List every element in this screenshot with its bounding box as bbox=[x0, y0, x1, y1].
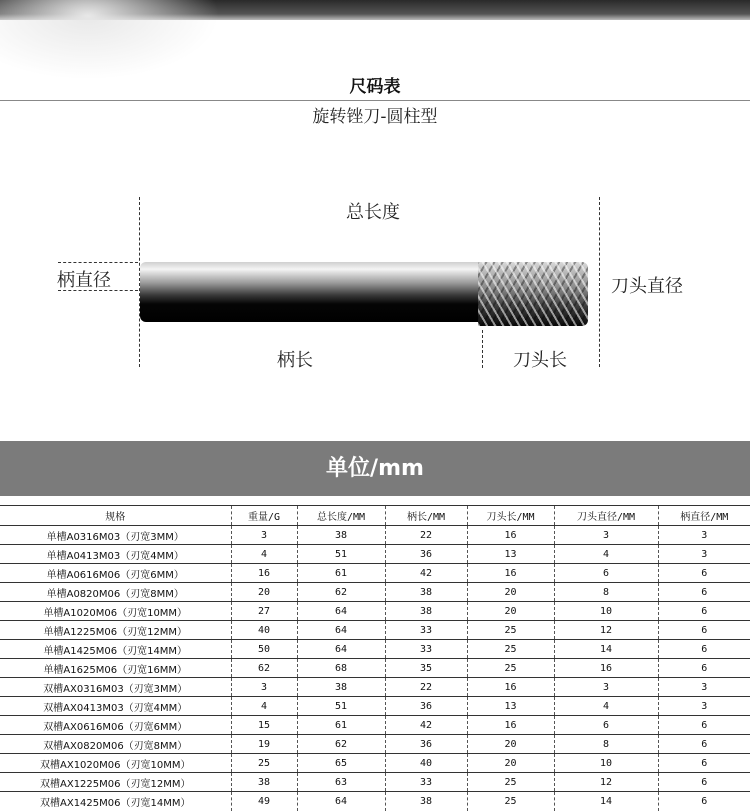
cell-head-diameter: 10 bbox=[554, 754, 658, 773]
cell-shank-diameter: 6 bbox=[658, 716, 750, 735]
cell-total-length: 68 bbox=[297, 659, 385, 678]
cell-weight: 50 bbox=[231, 640, 297, 659]
table-row bbox=[0, 716, 750, 735]
cell-total-length: 62 bbox=[297, 735, 385, 754]
cell-shank-diameter: 6 bbox=[658, 564, 750, 583]
title-divider bbox=[0, 100, 750, 101]
cell-total-length: 64 bbox=[297, 602, 385, 621]
cell-shank-length: 22 bbox=[385, 678, 467, 697]
cell-spec: 单槽A0616M06（刃宽6MM） bbox=[0, 564, 231, 583]
size-table bbox=[0, 505, 750, 811]
cell-head-length: 16 bbox=[467, 678, 554, 697]
table-row bbox=[0, 697, 750, 716]
cell-shank-length: 38 bbox=[385, 583, 467, 602]
cell-spec: 单槽A0820M06（刃宽8MM） bbox=[0, 583, 231, 602]
cell-head-diameter: 6 bbox=[554, 716, 658, 735]
cell-head-length: 16 bbox=[467, 526, 554, 545]
cell-shank-diameter: 6 bbox=[658, 792, 750, 811]
cell-weight: 16 bbox=[231, 564, 297, 583]
cell-shank-diameter: 6 bbox=[658, 735, 750, 754]
cell-weight: 4 bbox=[231, 697, 297, 716]
table-row bbox=[0, 735, 750, 754]
cell-head-length: 25 bbox=[467, 621, 554, 640]
cell-spec: 双槽AX0413M03（刃宽4MM） bbox=[0, 697, 231, 716]
cell-shank-length: 42 bbox=[385, 716, 467, 735]
cell-total-length: 64 bbox=[297, 640, 385, 659]
cell-head-diameter: 8 bbox=[554, 583, 658, 602]
cell-spec: 双槽AX1425M06（刃宽14MM） bbox=[0, 792, 231, 811]
cell-head-length: 13 bbox=[467, 697, 554, 716]
table-row bbox=[0, 640, 750, 659]
right-dim-line bbox=[599, 197, 600, 367]
cell-head-length: 16 bbox=[467, 564, 554, 583]
cell-shank-length: 36 bbox=[385, 735, 467, 754]
cell-total-length: 64 bbox=[297, 792, 385, 811]
cell-shank-length: 33 bbox=[385, 621, 467, 640]
cell-spec: 单槽A1625M06（刃宽16MM） bbox=[0, 659, 231, 678]
cell-head-diameter: 3 bbox=[554, 526, 658, 545]
cell-total-length: 51 bbox=[297, 545, 385, 564]
cell-shank-diameter: 6 bbox=[658, 602, 750, 621]
cell-head-diameter: 16 bbox=[554, 659, 658, 678]
table-row bbox=[0, 754, 750, 773]
cell-head-length: 20 bbox=[467, 602, 554, 621]
cell-head-diameter: 6 bbox=[554, 564, 658, 583]
cell-spec: 双槽AX1020M06（刃宽10MM） bbox=[0, 754, 231, 773]
cell-weight: 49 bbox=[231, 792, 297, 811]
table-row bbox=[0, 526, 750, 545]
cell-shank-diameter: 6 bbox=[658, 621, 750, 640]
cell-head-diameter: 4 bbox=[554, 697, 658, 716]
cell-shank-length: 36 bbox=[385, 545, 467, 564]
cell-spec: 单槽A0316M03（刃宽3MM） bbox=[0, 526, 231, 545]
table-row bbox=[0, 545, 750, 564]
cutter-shank-image bbox=[140, 262, 485, 322]
cell-head-length: 25 bbox=[467, 659, 554, 678]
cell-head-length: 25 bbox=[467, 640, 554, 659]
cell-shank-length: 22 bbox=[385, 526, 467, 545]
cell-head-length: 13 bbox=[467, 545, 554, 564]
cell-weight: 38 bbox=[231, 773, 297, 792]
page-subtitle: 旋转锉刀-圆柱型 bbox=[312, 107, 438, 127]
cell-weight: 40 bbox=[231, 621, 297, 640]
cell-head-length: 20 bbox=[467, 754, 554, 773]
head-length-label: 刀头长 bbox=[513, 350, 567, 371]
cell-shank-diameter: 3 bbox=[658, 526, 750, 545]
shank-diameter-label: 柄直径 bbox=[57, 270, 111, 291]
cell-head-diameter: 12 bbox=[554, 621, 658, 640]
cell-total-length: 62 bbox=[297, 583, 385, 602]
cell-total-length: 61 bbox=[297, 716, 385, 735]
cell-total-length: 51 bbox=[297, 697, 385, 716]
cell-shank-length: 36 bbox=[385, 697, 467, 716]
header-head-diameter: 刀头直径/MM bbox=[554, 506, 658, 526]
cell-shank-diameter: 6 bbox=[658, 659, 750, 678]
total-length-label: 总长度 bbox=[346, 202, 400, 223]
table-row bbox=[0, 602, 750, 621]
cell-head-diameter: 14 bbox=[554, 640, 658, 659]
cell-total-length: 65 bbox=[297, 754, 385, 773]
cell-head-length: 20 bbox=[467, 583, 554, 602]
shank-diameter-top-line bbox=[58, 262, 138, 263]
cell-shank-length: 38 bbox=[385, 602, 467, 621]
cell-head-diameter: 4 bbox=[554, 545, 658, 564]
cell-shank-diameter: 6 bbox=[658, 754, 750, 773]
cell-weight: 15 bbox=[231, 716, 297, 735]
cell-spec: 双槽AX1225M06（刃宽12MM） bbox=[0, 773, 231, 792]
cell-spec: 单槽A1020M06（刃宽10MM） bbox=[0, 602, 231, 621]
page-title: 尺码表 bbox=[349, 77, 401, 97]
cell-spec: 单槽A1225M06（刃宽12MM） bbox=[0, 621, 231, 640]
cell-shank-diameter: 3 bbox=[658, 678, 750, 697]
cell-shank-diameter: 6 bbox=[658, 640, 750, 659]
cell-total-length: 64 bbox=[297, 621, 385, 640]
shank-length-label: 柄长 bbox=[277, 350, 313, 371]
cell-shank-diameter: 3 bbox=[658, 697, 750, 716]
table-row bbox=[0, 678, 750, 697]
header-spec: 规格 bbox=[0, 506, 231, 526]
unit-banner: 单位/mm bbox=[0, 441, 750, 496]
cell-shank-length: 40 bbox=[385, 754, 467, 773]
cell-weight: 20 bbox=[231, 583, 297, 602]
table-row bbox=[0, 792, 750, 811]
cell-head-diameter: 8 bbox=[554, 735, 658, 754]
cell-head-diameter: 10 bbox=[554, 602, 658, 621]
cell-spec: 双槽AX0616M06（刃宽6MM） bbox=[0, 716, 231, 735]
cutter-head-image bbox=[478, 262, 588, 326]
head-start-dim-line bbox=[482, 330, 483, 368]
cell-shank-length: 33 bbox=[385, 773, 467, 792]
cell-shank-length: 33 bbox=[385, 640, 467, 659]
cell-head-length: 20 bbox=[467, 735, 554, 754]
cell-weight: 27 bbox=[231, 602, 297, 621]
cell-weight: 19 bbox=[231, 735, 297, 754]
cell-total-length: 63 bbox=[297, 773, 385, 792]
product-photo-banner bbox=[0, 0, 750, 20]
header-shank-length: 柄长/MM bbox=[385, 506, 467, 526]
table-row bbox=[0, 564, 750, 583]
cell-spec: 单槽A0413M03（刃宽4MM） bbox=[0, 545, 231, 564]
cell-head-length: 25 bbox=[467, 792, 554, 811]
cell-total-length: 38 bbox=[297, 526, 385, 545]
cell-spec: 单槽A1425M06（刃宽14MM） bbox=[0, 640, 231, 659]
table-row bbox=[0, 583, 750, 602]
cell-weight: 3 bbox=[231, 678, 297, 697]
cell-shank-length: 42 bbox=[385, 564, 467, 583]
cell-weight: 4 bbox=[231, 545, 297, 564]
cell-head-length: 25 bbox=[467, 773, 554, 792]
table-row bbox=[0, 773, 750, 792]
cell-weight: 62 bbox=[231, 659, 297, 678]
cell-head-length: 16 bbox=[467, 716, 554, 735]
cell-spec: 双槽AX0820M06（刃宽8MM） bbox=[0, 735, 231, 754]
cell-head-diameter: 3 bbox=[554, 678, 658, 697]
cell-shank-length: 38 bbox=[385, 792, 467, 811]
header-weight: 重量/G bbox=[231, 506, 297, 526]
table-row bbox=[0, 621, 750, 640]
cell-shank-length: 35 bbox=[385, 659, 467, 678]
header-shank-diameter: 柄直径/MM bbox=[658, 506, 750, 526]
cell-weight: 25 bbox=[231, 754, 297, 773]
cell-total-length: 38 bbox=[297, 678, 385, 697]
table-row bbox=[0, 659, 750, 678]
cell-shank-diameter: 6 bbox=[658, 773, 750, 792]
cell-shank-diameter: 6 bbox=[658, 583, 750, 602]
head-diameter-label: 刀头直径 bbox=[611, 276, 683, 297]
cell-weight: 3 bbox=[231, 526, 297, 545]
cell-spec: 双槽AX0316M03（刃宽3MM） bbox=[0, 678, 231, 697]
cell-shank-diameter: 3 bbox=[658, 545, 750, 564]
cell-head-diameter: 12 bbox=[554, 773, 658, 792]
cell-total-length: 61 bbox=[297, 564, 385, 583]
cell-head-diameter: 14 bbox=[554, 792, 658, 811]
header-total-length: 总长度/MM bbox=[297, 506, 385, 526]
table-header-row bbox=[0, 506, 750, 526]
header-head-length: 刀头长/MM bbox=[467, 506, 554, 526]
